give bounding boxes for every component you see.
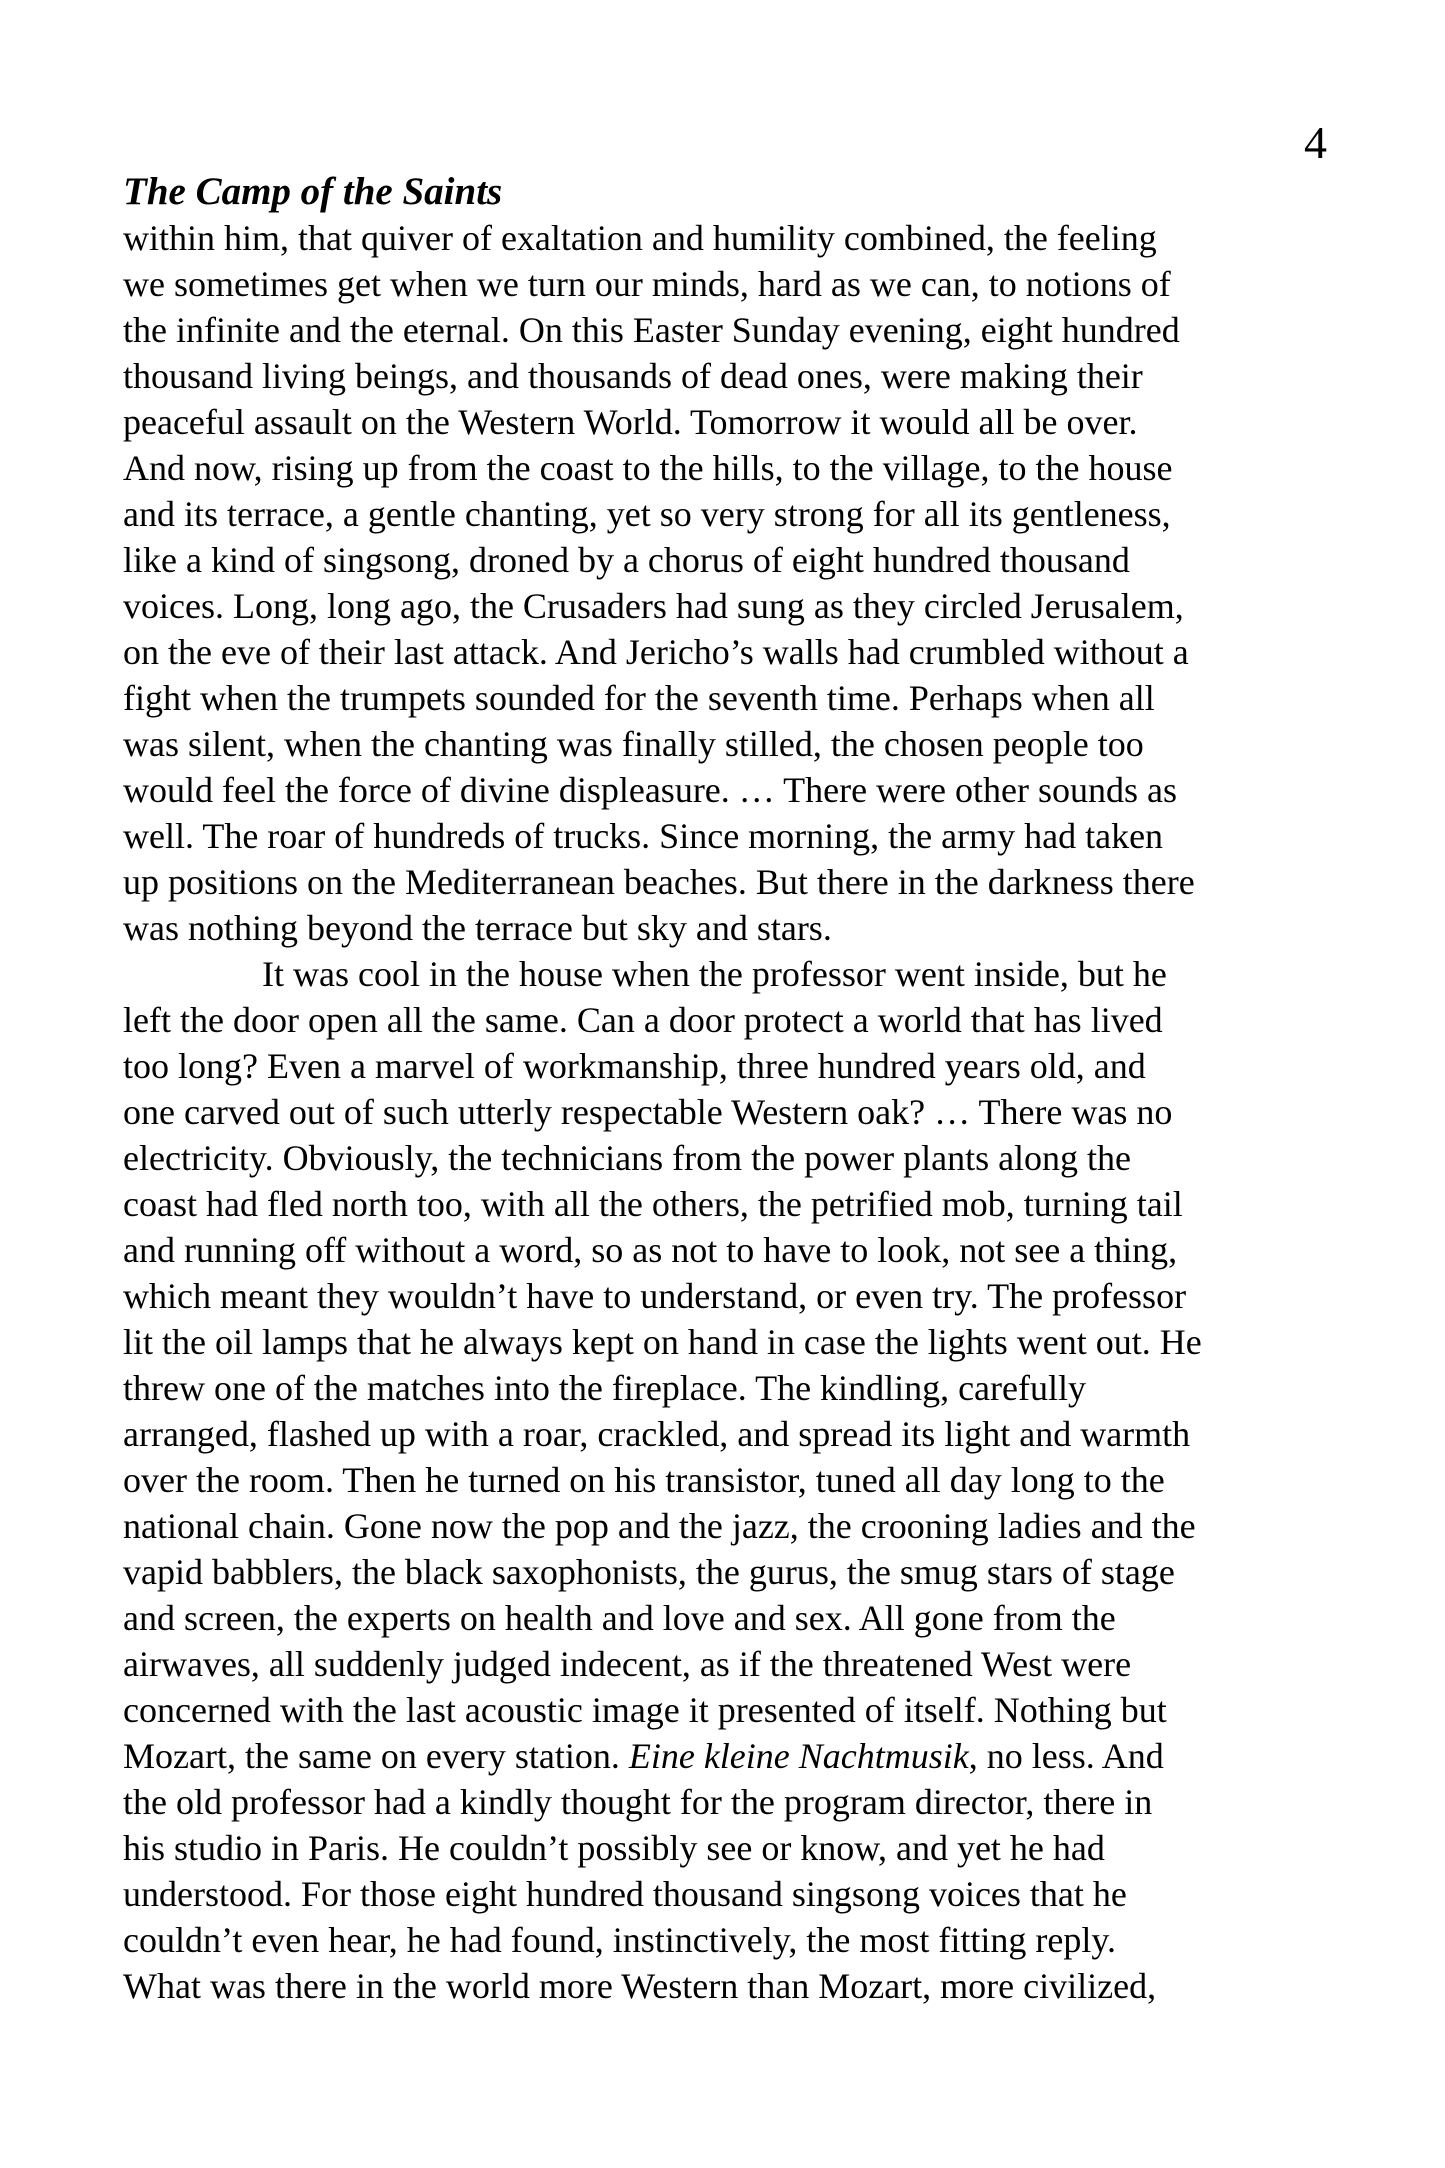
text-segment: within him, that quiver of exaltation and humility combined, the feeling: [123, 218, 1157, 258]
text-segment: arranged, flashed up with a roar, crackled, and spread its light and warmth: [123, 1414, 1191, 1454]
body-lines: [123, 215, 1333, 2009]
text-line: [123, 537, 1333, 583]
text-line: [123, 1503, 1333, 1549]
text-segment: electricity. Obviously, the technicians from the power plants along the: [123, 1138, 1132, 1178]
text-line: [123, 813, 1333, 859]
text-line: [123, 1319, 1333, 1365]
text-line: [123, 1733, 1333, 1779]
italic-phrase: Eine kleine Nachtmusik: [628, 1736, 969, 1776]
text-segment: thousand living beings, and thousands of dead ones, were making their: [123, 356, 1143, 396]
text-segment: fight when the trumpets sounded for the seventh time. Perhaps when all: [123, 678, 1155, 718]
text-line: [123, 859, 1333, 905]
text-line: [123, 1365, 1333, 1411]
text-segment: his studio in Paris. He couldn’t possibly see or know, and yet he had: [123, 1828, 1105, 1868]
text-line: [123, 1181, 1333, 1227]
text-line: [123, 307, 1333, 353]
text-line: [123, 767, 1333, 813]
text-line: [123, 1043, 1333, 1089]
text-segment: too long? Even a marvel of workmanship, three hundred years old, and: [123, 1046, 1146, 1086]
page-content: [123, 169, 1333, 2009]
text-line: [123, 951, 1333, 997]
text-segment: up positions on the Mediterranean beaches. But there in the darkness there: [123, 862, 1195, 902]
text-segment: which meant they wouldn’t have to understand, or even try. The professor: [123, 1276, 1187, 1316]
text-line: [123, 1963, 1333, 2009]
text-segment: on the eve of their last attack. And Jericho’s walls had crumbled without a: [123, 632, 1189, 672]
text-segment: and running off without a word, so as not to have to look, not see a thing,: [123, 1230, 1178, 1270]
text-segment: voices. Long, long ago, the Crusaders had sung as they circled Jerusalem,: [123, 586, 1184, 626]
text-line: [123, 997, 1333, 1043]
text-line: [123, 1641, 1333, 1687]
text-line: [123, 215, 1333, 261]
text-segment: Mozart, the same on every station.: [123, 1736, 629, 1776]
page-number: 4: [1304, 117, 1327, 168]
text-line: [123, 261, 1333, 307]
text-line: [123, 721, 1333, 767]
chapter-title: The Camp of the Saints: [123, 170, 503, 213]
text-line: [123, 1825, 1333, 1871]
text-segment: couldn’t even hear, he had found, instinctively, the most fitting reply.: [123, 1920, 1116, 1960]
text-segment: left the door open all the same. Can a door protect a world that has lived: [123, 1000, 1163, 1040]
text-segment: What was there in the world more Western than Mozart, more civilized,: [123, 1966, 1157, 2006]
text-segment: understood. For those eight hundred thousand singsong voices that he: [123, 1874, 1127, 1914]
text-segment: was nothing beyond the terrace but sky and stars.: [123, 908, 832, 948]
text-segment: national chain. Gone now the pop and the jazz, the crooning ladies and the: [123, 1506, 1196, 1546]
text-line: [123, 353, 1333, 399]
text-segment: airwaves, all suddenly judged indecent, as if the threatened West were: [123, 1644, 1132, 1684]
text-line: [123, 583, 1333, 629]
text-segment: and its terrace, a gentle chanting, yet so very strong for all its gentleness,: [123, 494, 1171, 534]
text-line: [123, 1549, 1333, 1595]
text-segment: was silent, when the chanting was finally stilled, the chosen people too: [123, 724, 1144, 764]
text-line: [123, 1595, 1333, 1641]
text-segment: and screen, the experts on health and love and sex. All gone from the: [123, 1598, 1116, 1638]
text-segment: , no less. And: [968, 1736, 1164, 1776]
text-segment: would feel the force of divine displeasure. … There were other sounds as: [123, 770, 1177, 810]
text-line: [123, 491, 1333, 537]
text-line: [123, 399, 1333, 445]
text-line: [123, 1227, 1333, 1273]
text-segment: concerned with the last acoustic image it presented of itself. Nothing but: [123, 1690, 1167, 1730]
text-segment: the old professor had a kindly thought for the program director, there in: [123, 1782, 1153, 1822]
text-segment: peaceful assault on the Western World. Tomorrow it would all be over.: [123, 402, 1138, 442]
text-line: [123, 1687, 1333, 1733]
text-line: [123, 905, 1333, 951]
text-segment: threw one of the matches into the fireplace. The kindling, carefully: [123, 1368, 1086, 1408]
text-line: [123, 1457, 1333, 1503]
text-line: [123, 1779, 1333, 1825]
text-segment: we sometimes get when we turn our minds, hard as we can, to notions of: [123, 264, 1171, 304]
text-line: [123, 1273, 1333, 1319]
text-line: [123, 1917, 1333, 1963]
text-segment: coast had fled north too, with all the others, the petrified mob, turning tail: [123, 1184, 1183, 1224]
text-line: [123, 1411, 1333, 1457]
text-segment: vapid babblers, the black saxophonists, the gurus, the smug stars of stage: [123, 1552, 1175, 1592]
text-segment: lit the oil lamps that he always kept on hand in case the lights went out. He: [123, 1322, 1202, 1362]
text-segment: over the room. Then he turned on his transistor, tuned all day long to the: [123, 1460, 1165, 1500]
text-segment: like a kind of singsong, droned by a chorus of eight hundred thousand: [123, 540, 1130, 580]
text-line: [123, 1089, 1333, 1135]
text-segment: one carved out of such utterly respectable Western oak? … There was no: [123, 1092, 1173, 1132]
text-segment: the infinite and the eternal. On this Easter Sunday evening, eight hundred: [123, 310, 1180, 350]
text-line: [123, 675, 1333, 721]
text-segment: It was cool in the house when the professor went inside, but he: [262, 954, 1167, 994]
text-line: [123, 1135, 1333, 1181]
text-line: [123, 445, 1333, 491]
text-segment: And now, rising up from the coast to the hills, to the village, to the house: [123, 448, 1173, 488]
text-line: [123, 1871, 1333, 1917]
text-line: [123, 629, 1333, 675]
text-segment: well. The roar of hundreds of trucks. Since morning, the army had taken: [123, 816, 1164, 856]
